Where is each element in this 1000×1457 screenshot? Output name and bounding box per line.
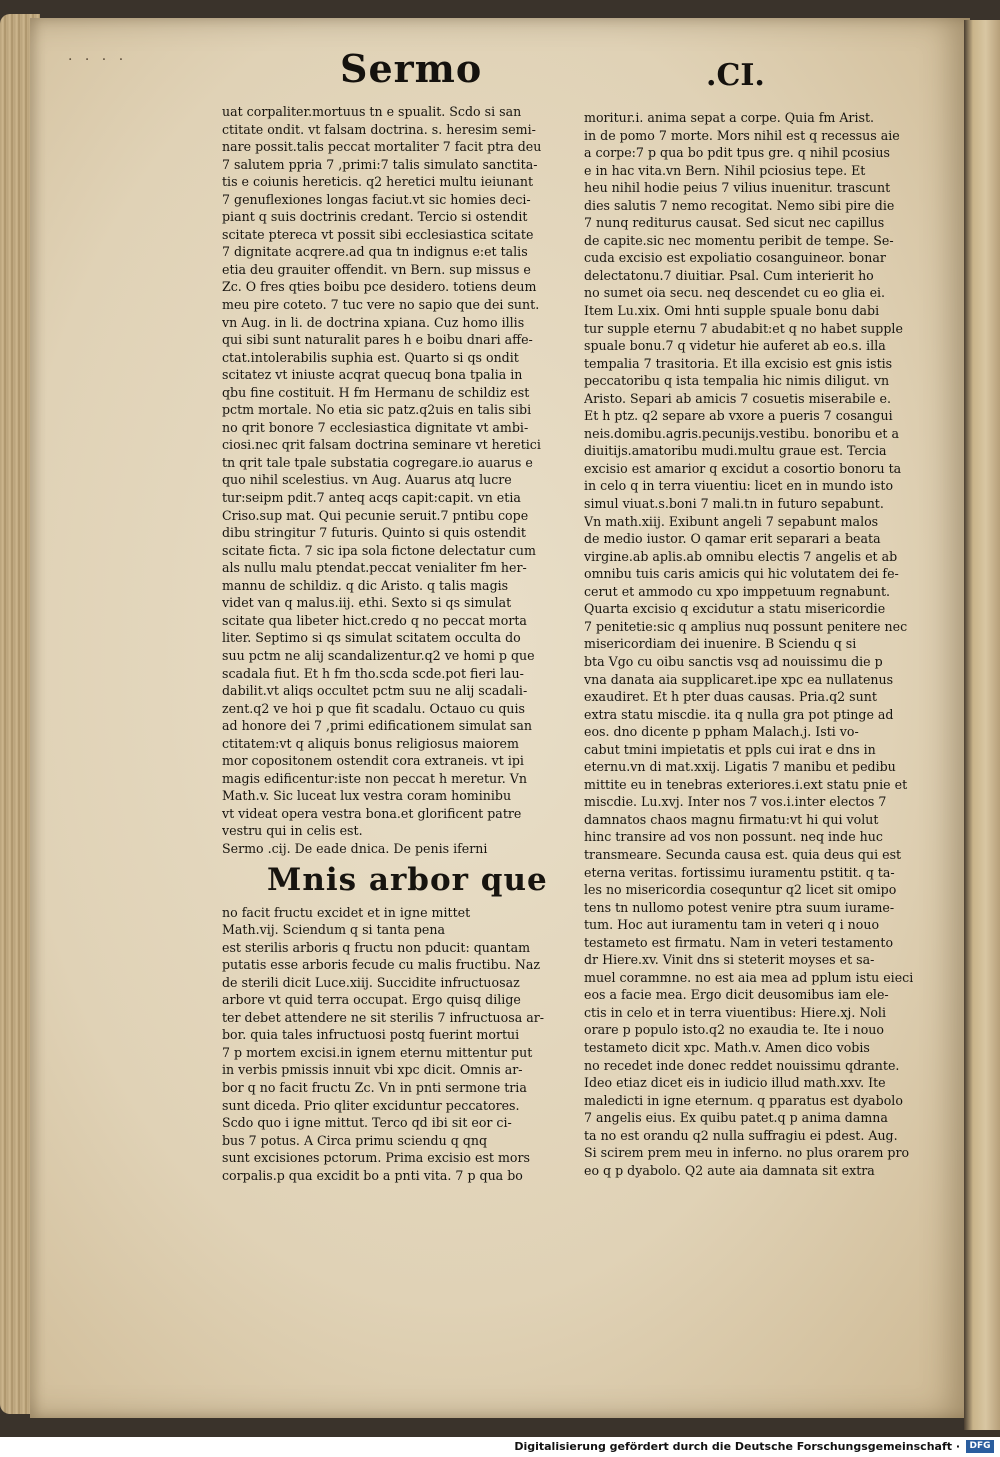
text-line: bor. quia tales infructuosi postq fuerint mortui — [222, 1027, 520, 1043]
text-line: 7 penitetie:sic q amplius nuq possunt penitere nec — [584, 618, 908, 634]
text-line: scadala fiut. Et h fm tho.scda scde.pot fieri lau- — [222, 665, 524, 681]
text-line: mannu de schildiz. q dic Aristo. q talis magis — [222, 577, 509, 593]
text-line: heu nihil hodie peius 7 vilius inuenitur. trascunt — [584, 180, 891, 196]
text-line: a corpe:7 p qua bo pdit tpus gre. q nihil pcosius — [584, 145, 890, 161]
text-line: tur:seipm pdit.7 anteq acqs capit:capit. vn etia — [222, 490, 521, 506]
text-line: Vn math.xiij. Exibunt angeli 7 sepabunt malos — [584, 513, 879, 529]
text-line: misericordiam dei inuenire. B Sciendu q si — [584, 636, 857, 652]
text-line: 7 genuflexiones longas faciut.vt sic homies deci- — [222, 191, 531, 207]
text-line: zent.q2 ve hoi p que fit scadalu. Octauo cu quis — [222, 700, 526, 716]
text-line: no recedet inde donec reddet nouissimu qdrante. — [584, 1057, 900, 1073]
text-line: Zc. O fres qties boibu pce desidero. totiens deum — [222, 279, 537, 295]
text-line: delectatonu.7 diuitiar. Psal. Cum interierit ho — [584, 267, 874, 283]
text-line: exaudiret. Et h pter duas causas. Pria.q2 sunt — [584, 689, 877, 705]
text-line: 7 dignitate acqrere.ad qua tn indignus e:et talis — [222, 244, 528, 260]
decorated-initial-line: Mnis arbor que — [267, 861, 548, 898]
text-line: 7 angelis eius. Ex quibu patet.q p anima damna — [584, 1110, 888, 1126]
text-line: excisio est amarior q excidut a cosortio bonoru ta — [584, 460, 902, 476]
sermon-heading: Sermo .cij. De eade dnica. De penis iferni — [222, 840, 488, 856]
book-page-edges-right — [964, 20, 1000, 1430]
text-line: suu pctm ne alij scandalizentur.q2 ve homi p que — [222, 647, 535, 663]
text-line: tn qrit tale tpale substatia cogregare.io auarus e — [222, 454, 533, 470]
text-line: Et h ptz. q2 separe ab vxore a pueris 7 cosangui — [584, 408, 893, 424]
text-line: maledicti in igne eternum. q pparatus est dyabolo — [584, 1092, 903, 1108]
text-line: nare possit.talis peccat mortaliter 7 facit ptra deu — [222, 139, 542, 155]
text-line: bor q no facit fructu Zc. Vn in pnti sermone tria — [222, 1079, 527, 1095]
right-text-column — [584, 109, 914, 1179]
text-line: transmeare. Secunda causa est. quia deus qui est — [584, 846, 902, 862]
ink-dots-decoration: · · · · — [68, 52, 128, 68]
text-line: orare p populo isto.q2 no exaudia te. Ite i nouo — [584, 1022, 884, 1038]
text-line: testameto dicit xpc. Math.v. Amen dico vobis — [584, 1039, 870, 1055]
text-line: cuda excisio est expoliatio cosanguineor. bonar — [584, 250, 886, 266]
text-line: 7 nunq rediturus causat. Sed sicut nec capillus — [584, 215, 885, 231]
text-line: eos a facie mea. Ergo dicit deusomibus iam ele- — [584, 987, 889, 1003]
text-line: in celo q in terra viuentiu: licet en in mundo isto — [584, 478, 894, 494]
text-line: in verbis pmissis innuit vbi xpc dicit. Omnis ar- — [222, 1062, 523, 1078]
text-line: dr Hiere.xv. Vinit dns si steterit moyses et sa- — [584, 952, 875, 968]
text-line: quo nihil scelestius. vn Aug. Auarus atq lucre — [222, 472, 512, 488]
text-line: no facit fructu excidet et in igne mittet — [222, 904, 471, 920]
text-line: les no misericordia cosequntur q2 licet sit omipo — [584, 882, 897, 898]
text-line: diuitijs.amatoribu mudi.multu graue est. Tercia — [584, 443, 887, 459]
text-line: peccatoribu q ista tempalia hic nimis diligut. vn — [584, 373, 890, 389]
text-line: magis edificentur:iste non peccat h meretur. Vn — [222, 770, 528, 786]
text-line: ctis in celo et in terra viuentibus: Hiere.xj. Noli — [584, 1004, 886, 1020]
text-line: scitate qua libeter hict.credo q no peccat morta — [222, 612, 527, 628]
text-line: dies salutis 7 nemo recogitat. Nemo sibi pire die — [584, 197, 895, 213]
text-line: 7 salutem ppria 7 ,primi:7 talis simulato sanctita- — [222, 156, 538, 172]
text-line: spuale bonu.7 q videtur hie auferet ab eo.s. illa — [584, 338, 886, 354]
text-line: no sumet oia secu. neq descendet cu eo glia ei. — [584, 285, 886, 301]
text-line: Item Lu.xix. Omi hnti supple spuale bonu dabi — [584, 303, 880, 319]
text-line: muel corammne. no est aia mea ad pplum istu eieci — [584, 969, 914, 985]
text-line: Math.v. Sic luceat lux vestra coram hominibu — [222, 788, 512, 804]
text-line: 7 p mortem excisi.in ignem eternu mittentur put — [222, 1044, 533, 1060]
text-line: Criso.sup mat. Qui pecunie seruit.7 pntibu cope — [222, 507, 529, 523]
text-line: eo q p dyabolo. Q2 aute aia damnata sit extra — [584, 1162, 875, 1178]
text-line: vestru qui in celis est. — [222, 823, 363, 839]
text-line: Quarta excisio q excidutur a statu misericordie — [584, 601, 886, 617]
text-line: qui sibi sunt naturalit pares h e boibu dnari affe- — [222, 332, 533, 348]
text-line: vn Aug. in li. de doctrina xpiana. Cuz homo illis — [222, 314, 525, 330]
text-line: hinc transire ad vos non possunt. neq inde huc — [584, 829, 883, 845]
text-line: uat corpaliter.mortuus tn e spualit. Scdo si san — [222, 104, 522, 119]
text-line: pctm mortale. No etia sic patz.q2uis en talis sibi — [222, 402, 532, 418]
text-line: cabut tmini impietatis et ppls cui irat e dns in — [584, 741, 876, 757]
text-line: scitatez vt iniuste acqrat quecuq bona tpalia in — [222, 367, 523, 383]
text-line: ctitate ondit. vt falsam doctrina. s. heresim semi- — [222, 121, 536, 137]
text-line: ta no est orandu q2 nulla suffragiu ei pdest. Aug. — [584, 1127, 898, 1143]
text-line: tum. Hoc aut iuramentu tam in veteri q i nouo — [584, 917, 880, 933]
text-line: ciosi.nec qrit falsam doctrina seminare vt heretici — [222, 437, 541, 453]
text-line: simul viuat.s.boni 7 mali.tn in futuro sepabunt. — [584, 496, 884, 512]
text-line: Scdo quo i igne mittut. Terco qd ibi sit eor ci- — [222, 1115, 512, 1131]
running-header-title: Sermo — [340, 46, 483, 91]
text-line: eternu.vn di mat.xxij. Ligatis 7 manibu et pedibu — [584, 759, 896, 775]
text-line: ctat.intolerabilis suphia est. Quarto si qs ondit — [222, 349, 519, 365]
text-line: eos. dno dicente p ppham Malach.j. Isti vo- — [584, 724, 859, 740]
text-line: Si scirem prem meu in inferno. no plus orarem pro — [584, 1145, 910, 1161]
text-line: Ideo etiaz dicet eis in iudicio illud math.xxv. Ite — [584, 1075, 886, 1091]
text-line: dibu stringitur 7 futuris. Quinto si quis ostendit — [222, 525, 526, 541]
text-line: tis e coiunis hereticis. q2 heretici multu ieiunant — [222, 174, 534, 190]
text-line: bta Vgo cu oibu sanctis vsq ad nouissimu die p — [584, 653, 883, 669]
text-line: de capite.sic nec momentu peribit de tempe. Se- — [584, 232, 894, 248]
text-line: miscdie. Lu.xvj. Inter nos 7 vos.i.inter electos 7 — [584, 794, 887, 810]
text-line: Math.vij. Sciendum q si tanta pena — [222, 922, 445, 938]
text-line: neis.domibu.agris.pecunijs.vestibu. bonoribu et a — [584, 425, 900, 441]
text-line: extra statu miscdie. ita q nulla gra pot ptinge ad — [584, 706, 894, 722]
text-line: moritur.i. anima sepat a corpe. Quia fm Arist. — [584, 110, 875, 125]
text-line: videt van q malus.iij. ethi. Sexto si qs simulat — [222, 595, 512, 611]
text-line: virgine.ab aplis.ab omnibu electis 7 angelis et ab — [584, 548, 898, 564]
text-line: qbu fine costituit. H fm Hermanu de schildiz est — [222, 384, 530, 400]
text-line: tur supple eternu 7 abudabit:et q no habet supple — [584, 320, 903, 336]
text-line: in de pomo 7 morte. Mors nihil est q recessus aie — [584, 127, 900, 143]
text-line: Aristo. Separi ab amicis 7 cosuetis miserabile e. — [584, 390, 892, 406]
text-line: dabilit.vt aliqs occultet pctm suu ne alij scadali- — [222, 683, 528, 699]
text-line: sunt excisiones pctorum. Prima excisio est mors — [222, 1150, 530, 1166]
text-line: tempalia 7 trasitoria. Et illa excisio est gnis istis — [584, 355, 893, 371]
text-line: vna danata aia supplicaret.ipe xpc ea nullatenus — [584, 671, 894, 687]
text-line: etia deu grauiter offendit. vn Bern. sup missus e — [222, 261, 531, 277]
footer-bar — [0, 1437, 1000, 1457]
text-line: arbore vt quid terra occupat. Ergo quisq dilige — [222, 992, 521, 1008]
text-line: piant q suis doctrinis credant. Tercio si ostendit — [222, 209, 528, 225]
text-line: meu pire coteto. 7 tuc vere no sapio que dei sunt. — [222, 297, 540, 313]
text-line: cerut et ammodo cu xpo imppetuum regnabunt. — [584, 583, 891, 599]
dfg-logo: DFG — [966, 1440, 994, 1453]
folio-number: .CI. — [706, 58, 765, 93]
text-line: eterna veritas. fortissimu iuramentu pstitit. q ta- — [584, 864, 895, 880]
text-line: liter. Septimo si qs simulat scitatem occulta do — [222, 630, 521, 646]
text-line: damnatos chaos magnu firmatu:vt hi qui volut — [584, 811, 879, 827]
text-line: scitate ficta. 7 sic ipa sola fictone delectatur cum — [222, 542, 536, 558]
text-line: ad honore dei 7 ,primi edificationem simulat san — [222, 718, 532, 734]
text-line: ter debet attendere ne sit sterilis 7 infructuosa ar- — [222, 1009, 544, 1025]
text-line: ctitatem:vt q aliquis bonus religiosus maiorem — [222, 735, 519, 751]
text-line: bus 7 potus. A Circa primu sciendu q qnq — [222, 1132, 488, 1148]
text-line: putatis esse arboris fecude cu malis fructibu. Naz — [222, 957, 541, 973]
text-line: mittite eu in tenebras exteriores.i.ext statu pnie et — [584, 776, 908, 792]
text-line: als nullu malu ptendat.peccat venialiter fm her- — [222, 560, 527, 576]
funding-notice: Digitalisierung gefördert durch die Deutsche Forschungsgemeinschaft · — [514, 1440, 960, 1453]
text-line: est sterilis arboris q fructu non pducit: quantam — [222, 939, 531, 955]
text-line: scitate ptereca vt possit sibi ecclesiastica scitate — [222, 226, 534, 242]
text-line: omnibu tuis caris amicis qui hic volutatem dei fe- — [584, 566, 899, 582]
text-line: no qrit bonore 7 ecclesiastica dignitate vt ambi- — [222, 419, 529, 435]
text-line: e in hac vita.vn Bern. Nihil pciosius tepe. Et — [584, 162, 866, 178]
text-line: corpalis.p qua excidit bo a pnti vita. 7 p qua bo — [222, 1167, 523, 1183]
left-text-column — [222, 103, 552, 1184]
text-line: de medio iustor. O qamar erit separari a beata — [584, 531, 881, 547]
text-line: tens tn nullomo potest venire ptra suum iurame- — [584, 899, 895, 915]
text-line: sunt diceda. Prio qliter exciduntur peccatores. — [222, 1097, 520, 1113]
text-line: testameto est firmatu. Nam in veteri testamento — [584, 934, 894, 950]
text-line: mor copositonem ostendit cora extraneis. vt ipi — [222, 753, 524, 769]
text-line: de sterili dicit Luce.xiij. Succidite infructuosaz — [222, 974, 520, 990]
text-line: vt videat opera vestra bona.et glorificent patre — [222, 805, 522, 821]
